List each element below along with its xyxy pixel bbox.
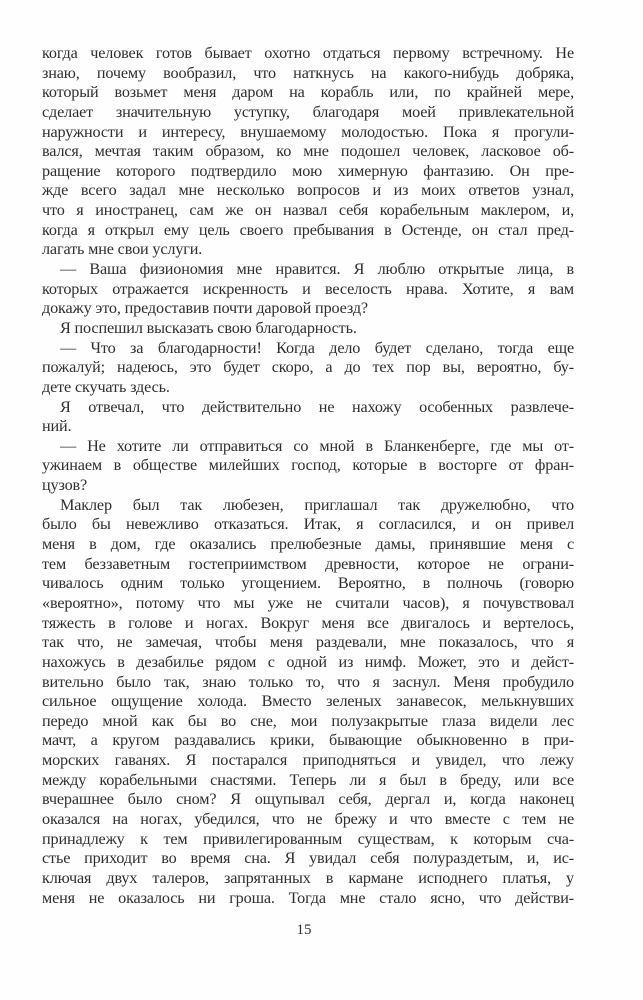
text-line-content: тем беззаветным гостеприимством древности, которое не ограни- <box>42 554 574 573</box>
text-line <box>42 44 574 64</box>
text-line <box>42 358 574 378</box>
text-line-content: знаю, почему вообразил, что наткнусь на какого-нибудь добряка, <box>42 63 574 82</box>
text-line-content: жде всего задал мне несколько вопросов и из моих ответов узнал, <box>42 181 574 200</box>
text-line-content: которых отражается искренность и веселость нрава. Хотите, я вам <box>42 279 574 298</box>
text-line-content: вался, мечтая таким образом, ко мне подошел человек, ласковое об- <box>42 142 574 161</box>
text-line-content: ний. <box>42 417 72 436</box>
text-line <box>42 103 574 123</box>
text-line-content: стье приходит во время сна. Я увидал себя полураздетым, и, ис- <box>42 849 574 868</box>
text-line-content: Я отвечал, что действительно не нахожу особенных развлече- <box>60 397 574 416</box>
text-line <box>42 574 574 594</box>
text-line-content: вчерашнее было сном? Я ощупывал себя, дергал и, когда наконец <box>42 790 574 809</box>
text-line <box>42 260 574 280</box>
text-line <box>42 535 574 555</box>
text-line-content: передо мной как бы во сне, мои полузакрытые глаза видели лес <box>42 711 574 730</box>
text-line <box>42 515 574 535</box>
text-line-content: ращение которого подтвердило мою химерную фантазию. Он пре- <box>42 161 574 180</box>
text-line-content: цузов? <box>42 476 88 495</box>
text-line <box>42 869 574 889</box>
text-line <box>42 692 574 712</box>
text-line <box>42 751 574 771</box>
text-line <box>42 496 574 516</box>
text-line <box>42 849 574 869</box>
text-line <box>42 417 574 437</box>
text-line <box>42 142 574 162</box>
text-line-content: когда я открыл ему цель своего пребывания в Остенде, он стал пред- <box>42 220 574 239</box>
text-line <box>42 123 574 143</box>
text-line-content: — Что за благодарности! Когда дело будет сделано, тогда еще <box>60 338 574 357</box>
text-line-content: ключая двух талеров, запрятанных в кармане исподнего платья, у <box>42 868 574 887</box>
text-line-content: пожалуй; надеюсь, это будет скоро, а до тех пор вы, вероятно, бу- <box>42 358 574 377</box>
text-line <box>42 456 574 476</box>
text-line-content: сделает значительную уступку, благодаря моей привлекательной <box>42 102 574 121</box>
text-line <box>42 280 574 300</box>
text-line <box>42 790 574 810</box>
text-line-content: Я поспешил высказать свою благодарность. <box>60 318 357 337</box>
text-line-content: сильное ощущение холода. Вместо зеленых занавесок, мелькнувших <box>42 692 574 711</box>
text-line-content: нахожусь в дезабилье рядом с одной из нимф. Может, это и дейст- <box>42 652 574 671</box>
text-line-content: — Ваша физиономия мне нравится. Я люблю открытые лица, в <box>60 260 574 279</box>
text-line-content: что я иностранец, сам же он назвал себя корабельным маклером, и, <box>42 201 574 220</box>
text-line-content: ужинаем в обществе милейших господ, которые в восторге от фран- <box>42 456 574 475</box>
text-line-content: когда человек готов бывает охотно отдаться первому встречному. Не <box>42 44 574 62</box>
text-line-content: тяжесть в голове и ногах. Вокруг меня все двигалось и вертелось, <box>42 613 574 632</box>
text-line-content: было бы невежливо отказаться. Итак, я согласился, и он привел <box>42 515 574 534</box>
text-line <box>42 830 574 850</box>
text-line <box>42 771 574 791</box>
text-line-content: вительно было так, знаю только то, что я заснул. Меня пробудило <box>42 672 574 691</box>
text-line <box>42 633 574 653</box>
text-line-content: меня не оказалось ни гроша. Тогда мне стало ясно, что действи- <box>42 888 574 907</box>
text-line-content: принадлежу к тем привилегированным существам, к которым сча- <box>42 829 574 848</box>
text-line <box>42 712 574 732</box>
text-line-content: докажу это, предоставив почти даровой проезд? <box>42 299 368 318</box>
text-line <box>42 299 574 319</box>
text-line-content: так что, не замечая, чтобы меня раздевали, мне показалось, что я <box>42 633 574 652</box>
text-line <box>42 673 574 693</box>
text-line-content: который возьмет меня даром на корабль или, по крайней мере, <box>42 83 574 102</box>
text-line <box>42 201 574 221</box>
text-line <box>42 240 574 260</box>
text-line-content: чивалось одним только угощением. Вероятно, в полночь (говорю <box>42 574 574 593</box>
text-line-content: между корабельными снастями. Теперь ли я был в бреду, или все <box>42 770 574 789</box>
text-line <box>42 653 574 673</box>
text-line <box>42 731 574 751</box>
text-line <box>42 555 574 575</box>
text-line <box>42 614 574 634</box>
text-line <box>42 594 574 614</box>
text-line <box>42 83 574 103</box>
page-number: 15 <box>296 922 312 938</box>
text-line <box>42 162 574 182</box>
text-line <box>42 339 574 359</box>
text-line-content: «вероятно», потому что мы уже не считали часов), я почувствовал <box>42 593 574 612</box>
text-line <box>42 398 574 418</box>
text-line-content: меня в дом, где оказались прелюбезные дамы, принявшие меня с <box>42 535 574 554</box>
text-line-content: лагать мне свои услуги. <box>42 240 203 259</box>
text-line <box>42 476 574 496</box>
text-line-content: мачт, а кругом раздавались крики, бывающие обыкновенно в при- <box>42 731 574 750</box>
text-line <box>42 810 574 830</box>
text-line <box>42 64 574 84</box>
text-line <box>42 378 574 398</box>
text-line-content: морских гаванях. Я постарался приподняться и увидел, что лежу <box>42 751 574 770</box>
text-line-content: Маклер был так любезен, приглашал так дружелюбно, что <box>60 495 574 514</box>
text-line <box>42 319 574 339</box>
text-line-content: оказался на ногах, убедился, что не брежу и что вместе с тем не <box>42 809 574 828</box>
text-line <box>42 889 574 909</box>
body-text <box>42 44 574 908</box>
text-line <box>42 437 574 457</box>
text-line <box>42 221 574 241</box>
text-line-content: — Не хотите ли отправиться со мной в Бланкенберге, где мы от- <box>60 436 574 455</box>
text-line <box>42 181 574 201</box>
text-line-content: дете скучать здесь. <box>42 377 170 396</box>
text-line-content: наружности и интересу, внушаемому молодостью. Пока я прогули- <box>42 122 574 141</box>
